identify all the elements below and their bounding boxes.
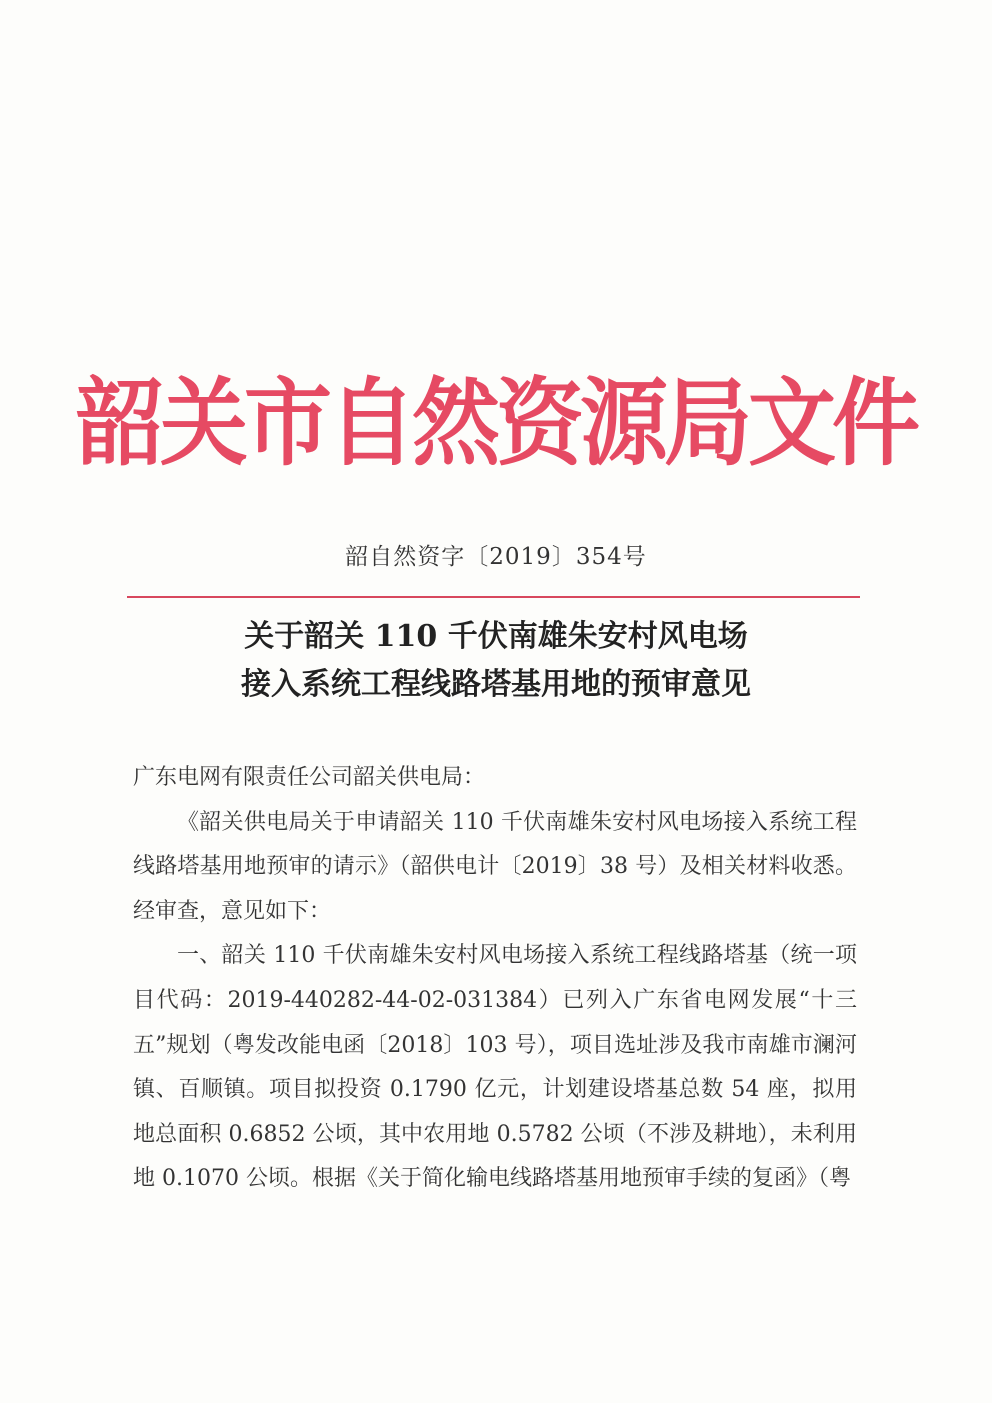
title-line-2: 接入系统工程线路塔基用地的预审意见 [241, 667, 751, 702]
document-title [0, 613, 992, 709]
masthead-title: 韶关市自然资源局文件 [75, 366, 916, 479]
body-paragraph-2: 一、韶关 110 千伏南雄朱安村风电场接入系统工程线路塔基（统一项目代码：2019-440282-44-02-031384）已列入广东省电网发展“十三五”规划（粤发改能电函〔2018〕103 号），项目选址涉及我市南雄市澜河镇、百顺镇。项目拟投资 0.1790 亿元，计划建设塔基总数 54 座，拟用地总面积 0.6852 公顷，其中农用地 0.5782 公顷（不涉及耕地），未利用地 0.1070 公顷。根据《关于简化输电线路塔基用地预审手续的复函》（粤 [133, 943, 857, 1192]
document-number: 韶自然资字〔2019〕354号 [345, 544, 647, 570]
title-line-1: 关于韶关 110 千伏南雄朱安村风电场 [244, 619, 748, 654]
document-body [133, 756, 857, 1202]
red-divider-line [127, 596, 860, 598]
salutation: 广东电网有限责任公司韶关供电局： [133, 765, 486, 790]
body-paragraph-1: 《韶关供电局关于申请韶关 110 千伏南雄朱安村风电场接入系统工程线路塔基用地预审的请示》（韶供电计〔2019〕38 号）及相关材料收悉。经审查，意见如下： [133, 809, 857, 924]
